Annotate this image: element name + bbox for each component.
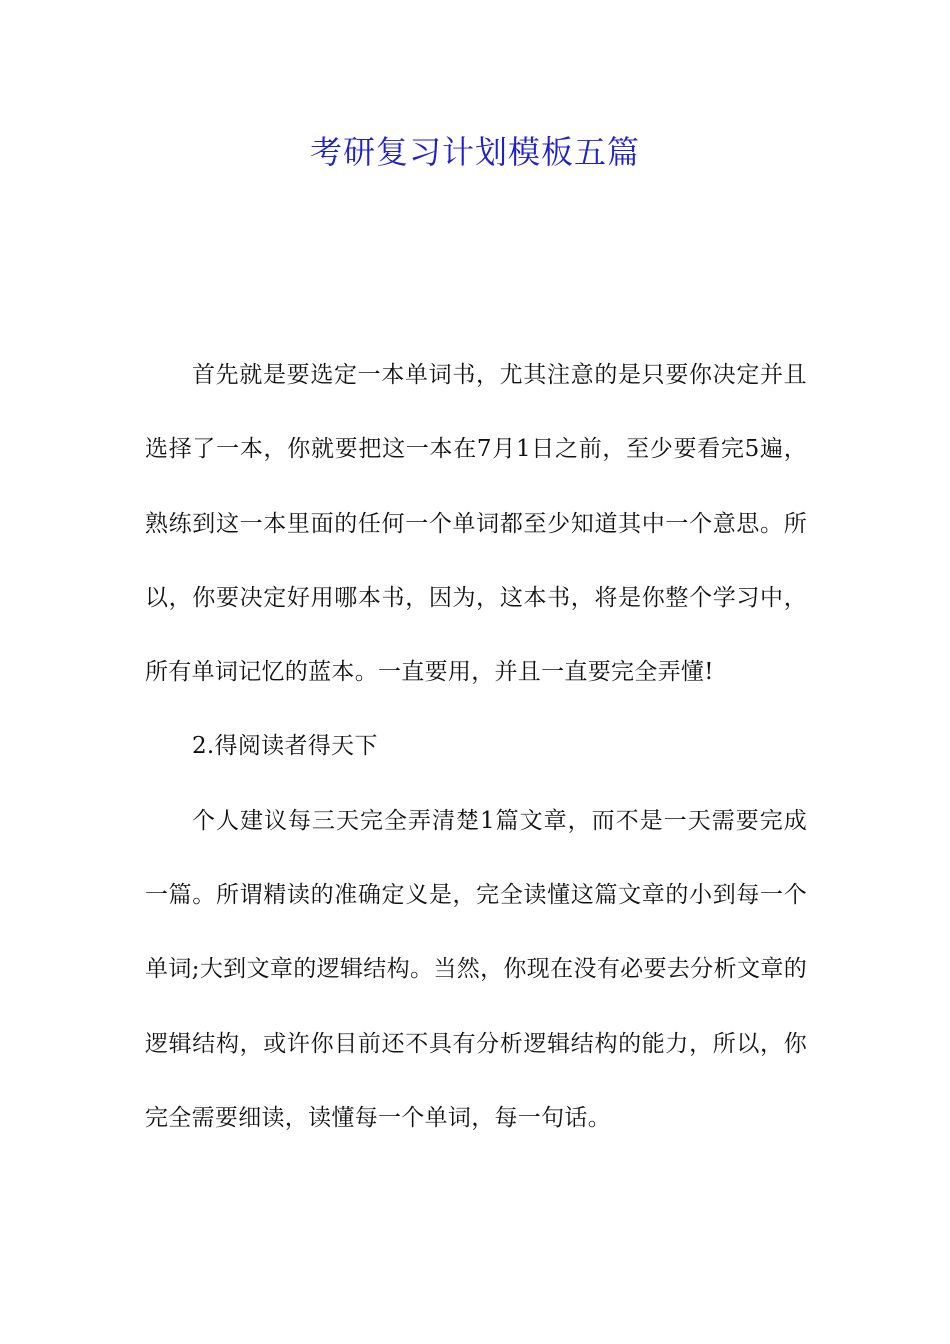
paragraph-reading-heading: 2.得阅读者得天下: [192, 733, 378, 760]
document-title: 考研复习计划模板五篇: [309, 133, 640, 171]
paragraph-word-book: 首先就是要选定一本单词书，尤其注意的是只要你决定并且选择了一本，你就要把这一本在7月1日之前，至少要看完5遍，熟练到这一本里面的任何一个单词都至少知道其中一个意思。所以，你要决定好用哪本书，因为，这本书，将是你整个学习中，所有单词记忆的蓝本。一直要用，并且一直要完全弄懂!: [145, 362, 807, 686]
paragraph-intensive-reading: 个人建议每三天完全弄清楚1篇文章，而不是一天需要完成一篇。所谓精读的准确定义是，完全读懂这篇文章的小到每一个单词;大到文章的逻辑结构。当然，你现在没有必要去分析文章的逻辑结构，或许你目前还不具有分析逻辑结构的能力，所以，你完全需要细读，读懂每一个单词，每一句话。: [145, 807, 807, 1131]
document-body: [145, 338, 807, 1155]
